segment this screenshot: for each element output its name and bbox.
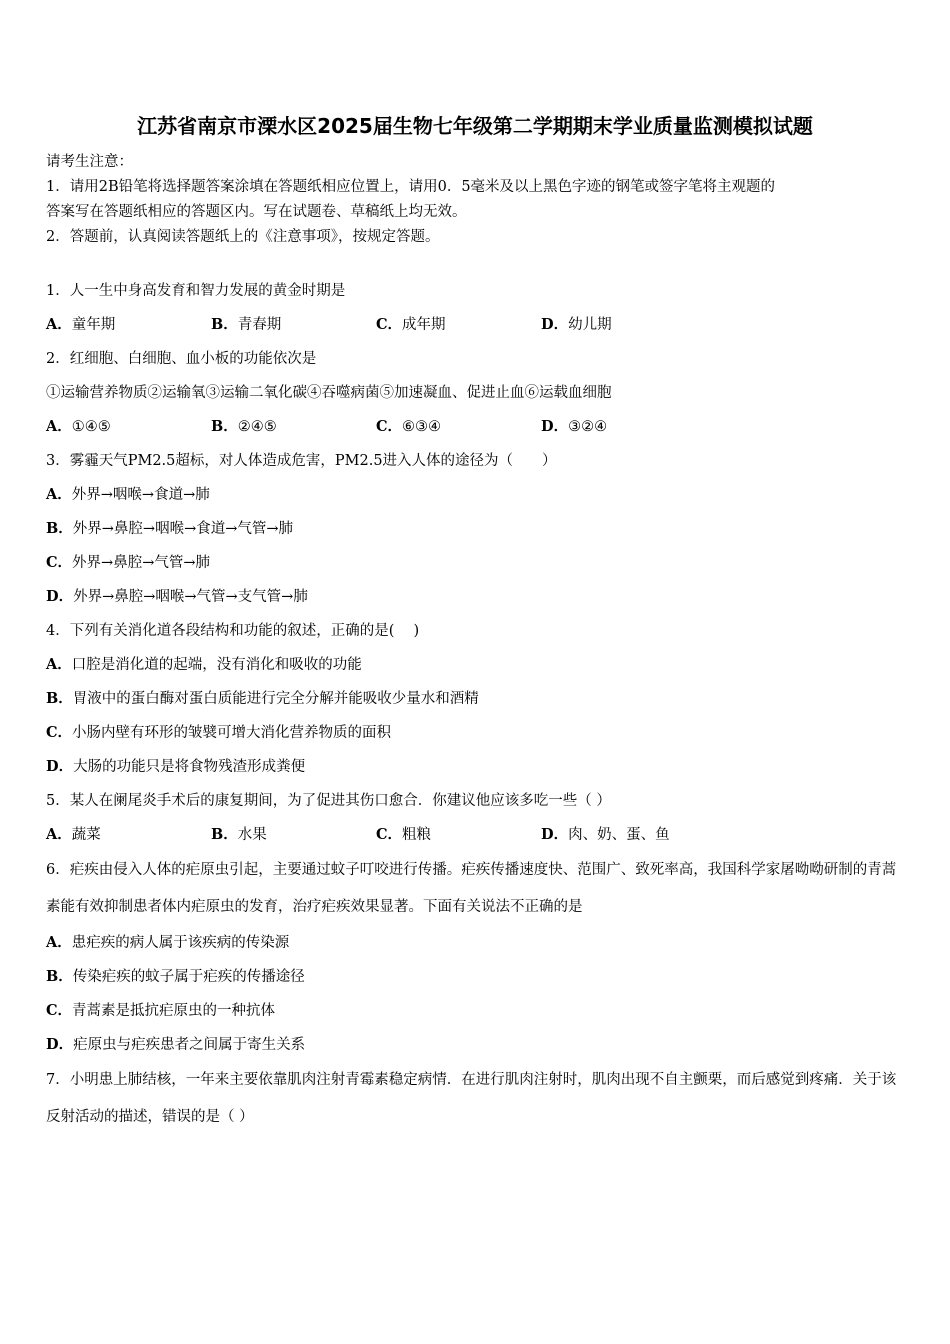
- notice-line: 1．请用2B铅笔将选择题答案涂填在答题纸相应位置上，请用0．5毫米及以上黑色字迹的钢笔或签字笔将主观题的: [46, 179, 776, 195]
- exam-content: [46, 150, 908, 1136]
- option-b: [46, 960, 908, 994]
- option-text: 青蒿素是抵抗疟原虫的一种抗体: [72, 1003, 276, 1019]
- option-letter: D．: [46, 588, 74, 605]
- option-text: ②④⑤: [237, 419, 277, 435]
- question-4: [46, 614, 908, 784]
- option-text: 蔬菜: [71, 827, 101, 843]
- option-d: [541, 410, 706, 444]
- question-stem: 2．红细胞、白细胞、血小板的功能依次是: [46, 351, 317, 367]
- option-letter: B．: [46, 968, 73, 985]
- option-text: 水果: [237, 827, 267, 843]
- option-text: 青春期: [237, 317, 282, 333]
- option-a: [46, 410, 211, 444]
- option-letter: B．: [46, 520, 73, 537]
- option-c: [46, 546, 908, 580]
- question-stem: 1．人一生中身高发育和智力发展的黄金时期是: [46, 283, 346, 299]
- option-text: 幼儿期: [568, 317, 612, 333]
- option-letter: A．: [46, 486, 72, 503]
- option-text: 外界→咽喉→食道→肺: [71, 487, 210, 503]
- question-3: [46, 444, 908, 614]
- option-letter: B．: [46, 690, 73, 707]
- option-text: 大肠的功能只是将食物残渣形成粪便: [73, 759, 306, 775]
- options-row: [46, 410, 908, 444]
- option-text: 患疟疾的病人属于该疾病的传染源: [71, 935, 290, 951]
- option-letter: C．: [46, 724, 73, 741]
- option-letter: C．: [376, 316, 403, 333]
- question-6: [46, 852, 908, 1062]
- option-letter: D．: [46, 1036, 74, 1053]
- option-text: ⑥③④: [402, 419, 442, 435]
- options-row: [46, 818, 908, 852]
- option-a: [46, 818, 211, 852]
- question-stem: 5．某人在阑尾炎手术后的康复期间，为了促进其伤口愈合．你建议他应该多吃一些（ ）: [46, 793, 611, 809]
- question-stem: 3．雾霾天气PM2.5超标，对人体造成危害，PM2.5进入人体的途径为（ ）: [46, 453, 557, 469]
- notice-line: 答案写在答题纸相应的答题区内。写在试题卷、草稿纸上均无效。: [46, 204, 467, 220]
- option-text: 胃液中的蛋白酶对蛋白质能进行完全分解并能吸收少量水和酒精: [72, 691, 479, 707]
- option-c: [46, 716, 908, 750]
- option-text: 外界→鼻腔→咽喉→气管→支气管→肺: [73, 589, 308, 605]
- option-c: [376, 410, 541, 444]
- option-letter: A．: [46, 826, 72, 843]
- option-a: [46, 648, 908, 682]
- page-title: 江苏省南京市溧水区2025届生物七年级第二学期期末学业质量监测模拟试题: [137, 114, 813, 138]
- option-letter: A．: [46, 934, 72, 951]
- option-text: ①④⑤: [71, 419, 111, 435]
- option-letter: A．: [46, 316, 72, 333]
- notice-heading: 请考生注意：: [46, 154, 133, 170]
- option-c: [46, 994, 908, 1028]
- question-2: [46, 342, 908, 444]
- option-letter: A．: [46, 656, 72, 673]
- option-d: [46, 750, 908, 784]
- option-letter: C．: [46, 1002, 73, 1019]
- option-letter: C．: [376, 826, 403, 843]
- option-b: [211, 308, 376, 342]
- option-letter: D．: [541, 316, 569, 333]
- question-1: [46, 274, 908, 342]
- option-d: [541, 308, 706, 342]
- option-letter: B．: [211, 418, 238, 435]
- option-text: 粗粮: [402, 827, 432, 843]
- option-letter: D．: [541, 418, 569, 435]
- option-a: [46, 478, 908, 512]
- option-c: [376, 818, 541, 852]
- option-letter: D．: [541, 826, 569, 843]
- option-letter: C．: [46, 554, 73, 571]
- option-a: [46, 308, 211, 342]
- option-b: [46, 682, 908, 716]
- option-text: 口腔是消化道的起端，没有消化和吸收的功能: [71, 657, 362, 673]
- option-text: 肉、奶、蛋、鱼: [568, 827, 670, 843]
- option-d: [541, 818, 706, 852]
- section-gap: [46, 250, 908, 274]
- option-letter: A．: [46, 418, 72, 435]
- option-d: [46, 1028, 908, 1062]
- question-stem: 6．疟疾由侵入人体的疟原虫引起，主要通过蚊子叮咬进行传播。疟疾传播速度快、范围广、致死率高，我国科学家屠呦呦研制的青蒿素能有效抑制患者体内疟原虫的发育，治疗疟疾效果显著。下面有关说法不正确的是: [46, 862, 897, 915]
- option-b: [211, 818, 376, 852]
- options-row: [46, 308, 908, 342]
- question-stem: 4．下列有关消化道各段结构和功能的叙述，正确的是( ): [46, 623, 420, 639]
- option-b: [211, 410, 376, 444]
- option-text: 成年期: [402, 317, 446, 333]
- option-d: [46, 580, 908, 614]
- option-b: [46, 512, 908, 546]
- question-stem: 7．小明患上肺结核，一年来主要依靠肌肉注射青霉素稳定病情．在进行肌肉注射时，肌肉出现不自主颤栗，而后感觉到疼痛．关于该反射活动的描述，错误的是（ ）: [46, 1072, 897, 1125]
- option-letter: D．: [46, 758, 74, 775]
- question-extra: ①运输营养物质②运输氧③运输二氧化碳④吞噬病菌⑤加速凝血、促进止血⑥运载血细胞: [46, 385, 612, 401]
- option-text: 小肠内壁有环形的皱襞可增大消化营养物质的面积: [72, 725, 392, 741]
- option-text: 传染疟疾的蚊子属于疟疾的传播途径: [72, 969, 305, 985]
- question-7: [46, 1062, 908, 1136]
- option-text: 外界→鼻腔→咽喉→食道→气管→肺: [72, 521, 294, 537]
- option-text: ③②④: [568, 419, 608, 435]
- option-text: 外界→鼻腔→气管→肺: [72, 555, 210, 571]
- option-c: [376, 308, 541, 342]
- option-letter: C．: [376, 418, 403, 435]
- option-a: [46, 926, 908, 960]
- option-letter: B．: [211, 316, 238, 333]
- option-text: 童年期: [71, 317, 116, 333]
- question-5: [46, 784, 908, 852]
- notice-line: 2．答题前，认真阅读答题纸上的《注意事项》，按规定答题。: [46, 229, 440, 245]
- notice-section: [46, 150, 908, 250]
- option-text: 疟原虫与疟疾患者之间属于寄生关系: [73, 1037, 306, 1053]
- option-letter: B．: [211, 826, 238, 843]
